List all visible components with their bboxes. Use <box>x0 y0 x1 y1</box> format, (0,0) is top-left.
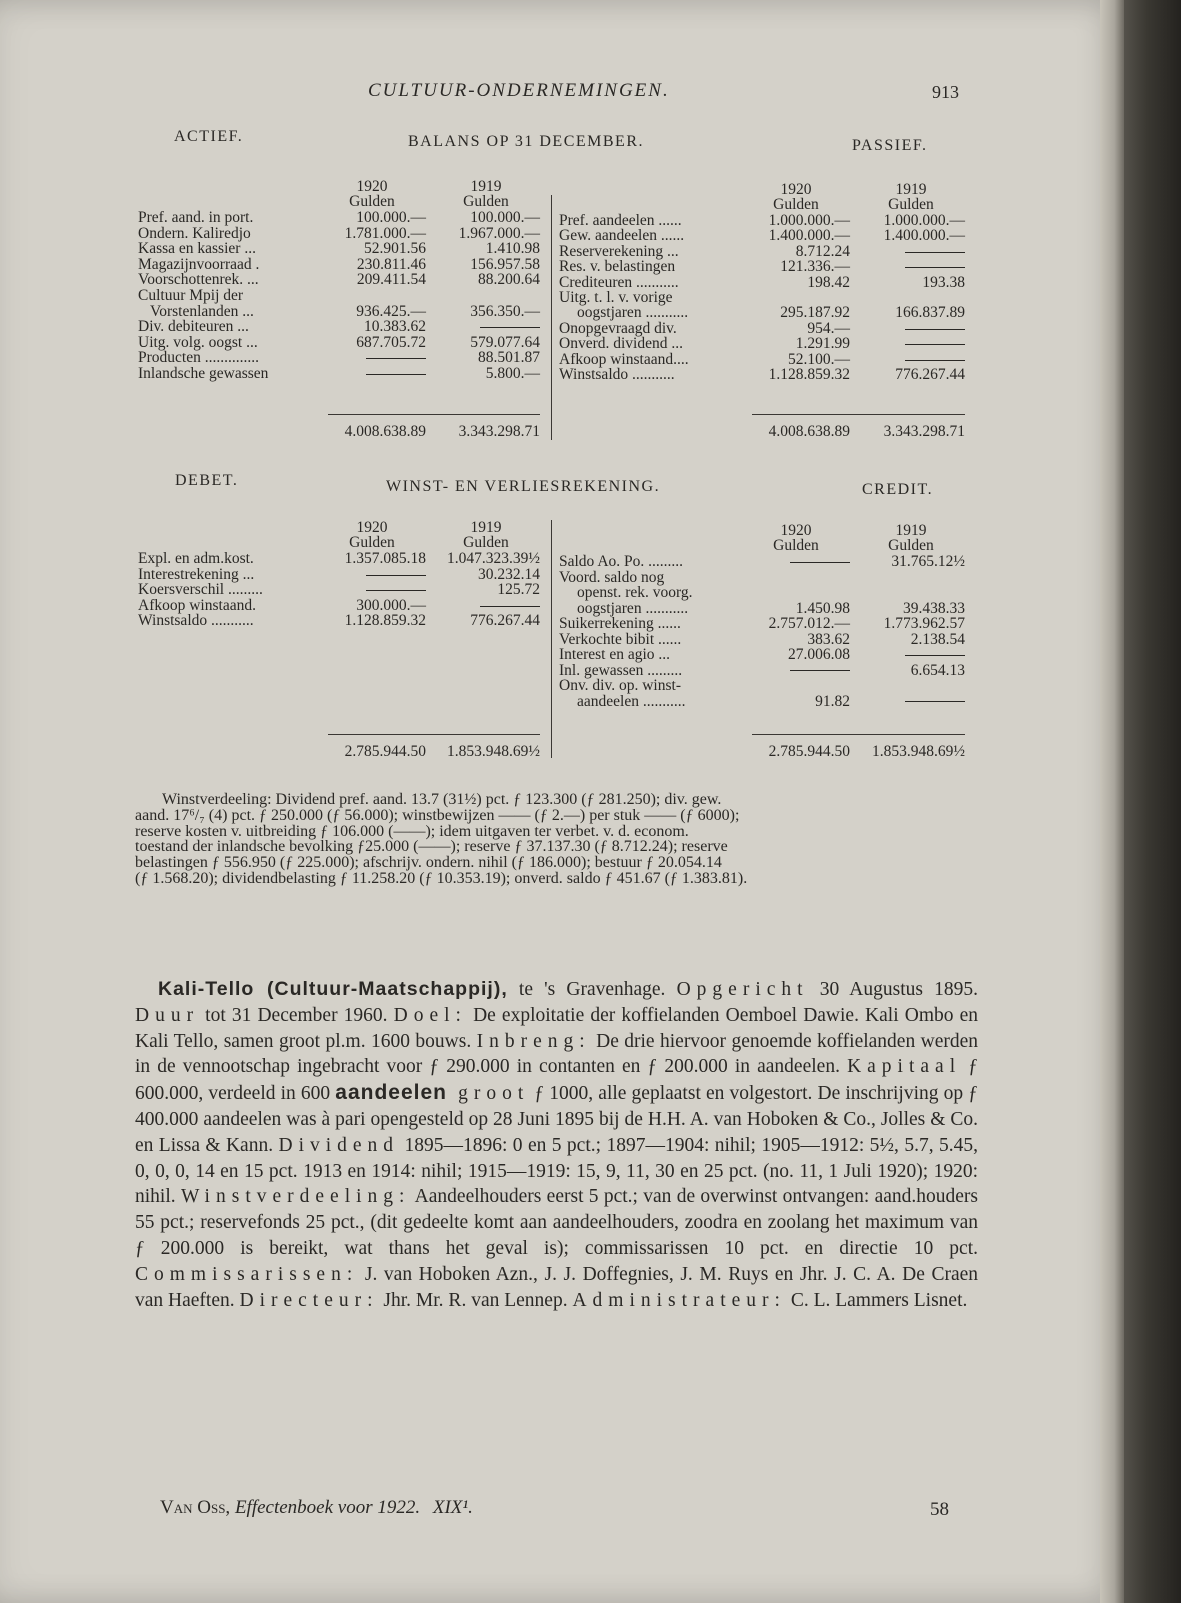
right-row-value-1920 <box>742 554 850 569</box>
kapitaal-text: ƒ 600.000, verdeeld in 600 <box>135 1056 978 1105</box>
right-row-value-1919: 166.837.89 <box>895 304 965 322</box>
right-row-value-1919 <box>857 694 965 709</box>
duur-text: tot 31 December 1960. <box>199 1004 394 1026</box>
pl-title: WINST- EN VERLIESREKENING. <box>386 478 661 495</box>
aandeelen-word: aandeelen <box>335 1081 447 1105</box>
right-row-label: Onv. div. op. winst- <box>559 677 681 694</box>
administrateur-label: Administrateur: <box>572 1289 786 1311</box>
left-total-1920: 2.785.944.50 <box>344 743 426 760</box>
winstverdeeling-line: (ƒ 1.568.20); dividendbelasting ƒ 11.258.20 (ƒ 10.353.19); onverd. saldo ƒ 451.67 (ƒ 1.383.81). <box>135 869 748 887</box>
right-row-label: Voord. saldo nog <box>559 568 665 586</box>
right-total-rule <box>752 414 965 415</box>
left-row-value-1920: 300.000.— <box>356 596 426 614</box>
right-row-label: Onopgevraagd div. <box>559 319 677 337</box>
left-row-value-1919: 579.077.64 <box>470 333 540 351</box>
right-row-label: Verkochte bibit ...... <box>559 630 682 648</box>
right-total-rule <box>752 734 965 735</box>
winstverdeeling-line: Winstverdeeling: Dividend pref. aand. 13.7 (31½) pct. ƒ 123.300 (ƒ 281.250); div. gew. <box>162 791 722 808</box>
right-row-value-1919: 193.38 <box>922 273 965 291</box>
groot-label: groot <box>447 1083 530 1105</box>
left-row-value-1920: 1.781.000.— <box>344 224 426 242</box>
left-row-value-1920: 52.901.56 <box>364 240 426 258</box>
balance-left-label: ACTIEF. <box>174 128 244 145</box>
left-row-value-1919: 88.200.64 <box>478 271 540 289</box>
pl-right-label: CREDIT. <box>862 481 934 498</box>
kapitaal-label: Kapitaal <box>847 1056 962 1078</box>
inbreng-text: De drie hiervoor genoemde koffielanden werden in de vennootschap ingebracht voor ƒ 290.000 in contanten en ƒ 200.000 in aandeelen. <box>135 1030 978 1078</box>
left-row-value-1920: 687.705.72 <box>356 333 426 351</box>
left-row-label: Expl. en adm.kost. <box>138 550 254 567</box>
left-row-value-1919: 88.501.87 <box>478 349 540 367</box>
left-row-label: Ondern. Kaliredjo <box>138 224 251 242</box>
left-row-value-1920: 1.357.085.18 <box>344 550 426 567</box>
left-row-label: Uitg. volg. oogst ... <box>138 333 258 351</box>
left-row-label: Koersverschil ......... <box>138 581 263 599</box>
right-row-value-1919 <box>857 336 965 351</box>
right-row-label: Uitg. t. l. v. vorige <box>559 289 673 306</box>
directeur-label: Directeur: <box>239 1289 379 1311</box>
nil-dash <box>790 670 850 671</box>
left-row-value-1919: 1.967.000.— <box>458 224 540 242</box>
commissarissen-text: J. van Hoboken Azn., J. J. Doffegnies, J. M. Ruys en Jhr. J. C. A. De Craen van Haeften. <box>135 1263 978 1311</box>
left-row-value-1919: 356.350.— <box>470 302 540 320</box>
right-row-value-1919: 1.400.000.— <box>883 227 965 245</box>
left-row-label: Kassa en kassier ... <box>138 240 256 258</box>
right-row-value-1920 <box>742 663 850 678</box>
left-unit-1920: Gulden <box>349 193 395 210</box>
right-row-value-1920: 121.336.— <box>780 258 850 276</box>
left-unit-1919: Gulden <box>463 534 509 551</box>
nil-dash <box>905 267 965 268</box>
right-row-value-1920: 954.— <box>807 319 850 337</box>
winstverdeeling-line: toestand der inlandsche bevolking ƒ25.000 (——); reserve ƒ 37.137.30 (ƒ 8.712.24); reserve <box>135 838 728 856</box>
dividend-text: 1895—1896: 0 en 5 pct.; 1897—1904: nihil; 1905—1912: 5½, 5.7, 5.45, 0, 0, 0, 14 en 15 pct. 1913 en 1914: nihil; 1915—1919: 15, 9, 11, 30 en 25 pct. (no. 11, 1 Juli 1920); 1920: nihil. <box>135 1134 978 1208</box>
left-row-value-1920: 100.000.— <box>356 209 426 226</box>
left-row-label: Winstsaldo ........... <box>138 612 254 630</box>
column-divider <box>551 520 552 758</box>
dividend-label: Dividend <box>278 1134 400 1156</box>
right-row-value-1919 <box>857 352 965 367</box>
right-row-value-1920: 198.42 <box>807 273 850 291</box>
doel-text: De exploitatie der koffielanden Oemboel Dawie. Kali Ombo en Kali Tello, samen groot pl.m. 1600 bouws. <box>135 1004 978 1052</box>
column-divider <box>551 195 552 440</box>
nil-dash <box>480 327 540 328</box>
left-row-label: Inlandsche gewassen <box>138 365 269 382</box>
page-edge <box>1100 0 1124 1603</box>
company-entry <box>135 977 978 1313</box>
winstverdeeling-line: aand. 17⁶/₇ (4) pct. ƒ 250.000 (ƒ 56.000); winstbewijzen —— (ƒ 2.—) per stuk —— (ƒ 6000); <box>135 806 740 824</box>
pl-left-label: DEBET. <box>175 472 239 489</box>
left-row-value-1919: 100.000.— <box>470 209 540 226</box>
inbreng-label: Inbreng: <box>476 1030 591 1052</box>
right-row-label: Saldo Ao. Po. ......... <box>559 553 684 570</box>
left-row-value-1919: 1.047.323.39½ <box>447 550 540 567</box>
right-row-value-1920: 1.128.859.32 <box>768 366 850 383</box>
left-row-value-1920: 230.811.46 <box>356 255 426 273</box>
right-unit-1920: Gulden <box>773 196 819 213</box>
right-year-1920: 1920 <box>780 522 812 539</box>
left-row-value-1920 <box>318 582 426 597</box>
right-unit-1919: Gulden <box>888 196 934 213</box>
left-total-1920: 4.008.638.89 <box>344 423 426 440</box>
right-row-label: Onverd. dividend ... <box>559 335 683 353</box>
left-row-value-1919: 30.232.14 <box>478 565 540 583</box>
opgericht-label: Opgericht <box>676 979 809 1000</box>
right-row-value-1920: 27.006.08 <box>788 646 850 663</box>
left-year-1919: 1919 <box>470 519 502 536</box>
right-row-value-1919: 776.267.44 <box>895 366 965 383</box>
opgericht-text: 30 Augustus 1895. <box>808 979 978 1000</box>
footer-publisher: Van Oss, <box>160 1497 231 1518</box>
right-row-value-1920: 1.291.99 <box>795 335 850 353</box>
left-total-rule <box>328 734 540 735</box>
right-row-label: aandeelen ........... <box>577 692 686 710</box>
commissarissen-label: Commissarissen: <box>135 1263 359 1285</box>
left-row-label: Div. debiteuren ... <box>138 318 249 336</box>
right-row-value-1919: 31.765.12½ <box>891 553 965 570</box>
left-unit-1919: Gulden <box>463 193 509 210</box>
left-row-label: Cultuur Mpij der <box>138 287 244 304</box>
left-row-value-1920 <box>318 350 426 365</box>
left-row-label: Voorschottenrek. ... <box>138 271 259 289</box>
company-name: Kali-Tello (Cultuur-Maatschappij), <box>158 978 508 1000</box>
winstverdeeling-line: belastingen ƒ 556.950 (ƒ 225.000); afschrijv. ondern. nihil (ƒ 186.000); bestuur ƒ 20.054.14 <box>135 854 722 872</box>
right-row-value-1920: 2.757.012.— <box>768 615 850 632</box>
right-row-value-1919: 1.000.000.— <box>883 212 965 229</box>
balance-title: BALANS OP 31 DECEMBER. <box>408 133 644 150</box>
page-footer <box>160 1497 473 1519</box>
right-row-label: openst. rek. voorg. <box>577 584 693 601</box>
nil-dash <box>905 252 965 253</box>
left-row-value-1919: 776.267.44 <box>470 612 540 630</box>
right-year-1919: 1919 <box>895 522 927 539</box>
book-binding <box>1124 0 1181 1603</box>
right-row-value-1919: 39.438.33 <box>903 599 965 617</box>
nil-dash <box>366 374 426 375</box>
left-row-label: Afkoop winstaand. <box>138 596 256 614</box>
right-row-label: oogstjaren ........... <box>577 599 689 617</box>
right-row-value-1920: 8.712.24 <box>795 242 850 260</box>
company-location: te 's Gravenhage. <box>507 979 677 1000</box>
nil-dash <box>366 358 426 359</box>
left-row-value-1919: 5.800.— <box>485 365 540 382</box>
left-row-value-1919 <box>432 598 540 613</box>
left-row-value-1920 <box>318 567 426 582</box>
left-row-value-1919 <box>432 319 540 334</box>
left-row-value-1919: 1.410.98 <box>485 240 540 258</box>
right-row-label: Res. v. belastingen <box>559 258 676 276</box>
kapitaal-text-b: ƒ 1000, alle geplaatst en volgestort. De inschrijving op ƒ 400.000 aandeelen was à pari opengesteld op 28 Juni 1895 bij de H.H. A. van Hoboken & Co., Jolles & Co. en Lissa & Kann. <box>135 1083 978 1156</box>
left-row-label: Magazijnvoorraad . <box>138 255 260 273</box>
right-row-label: Winstsaldo ........... <box>559 366 675 383</box>
left-row-label: Pref. aand. in port. <box>138 209 254 226</box>
right-row-label: Afkoop winstaand.... <box>559 350 689 368</box>
right-row-value-1920: 91.82 <box>815 692 850 710</box>
right-row-label: Gew. aandeelen ...... <box>559 227 685 245</box>
right-row-value-1919: 6.654.13 <box>910 661 965 679</box>
left-year-1920: 1920 <box>356 178 388 195</box>
nil-dash <box>366 575 426 576</box>
left-total-1919: 1.853.948.69½ <box>447 743 540 760</box>
left-total-1919: 3.343.298.71 <box>458 423 540 440</box>
right-row-value-1919 <box>857 647 965 662</box>
right-year-1919: 1919 <box>895 181 927 198</box>
left-row-value-1919: 125.72 <box>497 581 540 599</box>
right-total-1920: 2.785.944.50 <box>768 743 850 760</box>
administrateur-text: C. L. Lammers Lisnet. <box>785 1289 968 1311</box>
left-row-value-1920 <box>318 366 426 381</box>
left-year-1920: 1920 <box>356 519 388 536</box>
left-row-value-1920: 10.383.62 <box>364 318 426 336</box>
duur-label: Duur <box>135 1004 200 1026</box>
right-row-label: Interest en agio ... <box>559 646 671 663</box>
right-total-1919: 3.343.298.71 <box>883 423 965 440</box>
right-row-value-1919: 1.773.962.57 <box>883 615 965 632</box>
nil-dash <box>905 344 965 345</box>
right-row-label: Suikerrekening ...... <box>559 615 681 632</box>
winstverdeeling-line: reserve kosten v. uitbreiding ƒ 106.000 (——); idem uitgaven ter verbet. v. d. econom. <box>135 822 689 840</box>
right-row-value-1920: 52.100.— <box>788 350 850 368</box>
running-title: CULTUUR-ONDERNEMINGEN. <box>368 80 670 101</box>
left-row-value-1919: 156.957.58 <box>470 255 540 273</box>
nil-dash <box>366 590 426 591</box>
right-unit-1919: Gulden <box>888 537 934 554</box>
doel-label: Doel: <box>393 1004 467 1026</box>
right-total-1919: 1.853.948.69½ <box>872 743 965 760</box>
left-row-value-1920: 209.411.54 <box>356 271 426 289</box>
page-number: 913 <box>932 82 959 102</box>
right-row-label: Reserverekening ... <box>559 242 679 260</box>
left-unit-1920: Gulden <box>349 534 395 551</box>
nil-dash <box>905 655 965 656</box>
right-row-value-1919 <box>857 259 965 274</box>
left-row-label: Interestrekening ... <box>138 565 255 583</box>
right-row-label: Crediteuren ........... <box>559 273 679 291</box>
right-row-value-1919 <box>857 321 965 336</box>
right-row-value-1920: 383.62 <box>807 630 850 648</box>
winstverdeeling-text: Aandeelhouders eerst 5 pct.; van de overwinst ontvangen: aand.houders 55 pct.; reservefonds 25 pct., (dit gedeelte komt aan aandeelhouders, zoodra en zoolang het maximum van ƒ 200.000 is bereikt, wat thans het geval is); commissarissen 10 pct. en directie 10 pct. <box>135 1186 978 1259</box>
left-row-value-1920: 1.128.859.32 <box>344 612 426 630</box>
winstverdeeling-label: Winstverdeeling: <box>180 1186 411 1208</box>
right-row-label: Inl. gewassen ......... <box>559 661 683 679</box>
winstverdeeling-paragraph <box>135 792 978 887</box>
left-year-1919: 1919 <box>470 178 502 195</box>
right-row-value-1920: 295.187.92 <box>780 304 850 322</box>
nil-dash <box>905 701 965 702</box>
left-row-label: Producten .............. <box>138 349 259 367</box>
footer-volume: XIX¹. <box>432 1497 473 1518</box>
right-row-value-1919: 2.138.54 <box>910 630 965 648</box>
left-row-value-1920: 936.425.— <box>356 302 426 320</box>
right-unit-1920: Gulden <box>773 537 819 554</box>
right-row-label: Pref. aandeelen ...... <box>559 212 682 229</box>
directeur-text: Jhr. Mr. R. van Lennep. <box>378 1289 573 1311</box>
balance-right-label: PASSIEF. <box>852 137 928 154</box>
right-total-1920: 4.008.638.89 <box>768 423 850 440</box>
right-row-label: oogstjaren ........... <box>577 304 689 322</box>
left-row-label: Vorstenlanden ... <box>150 302 254 320</box>
right-row-value-1919 <box>857 244 965 259</box>
nil-dash <box>905 329 965 330</box>
right-row-value-1920: 1.450.98 <box>795 599 850 617</box>
footer-book: Effectenboek voor 1922. <box>234 1497 421 1518</box>
nil-dash <box>905 360 965 361</box>
right-row-value-1920: 1.000.000.— <box>768 212 850 229</box>
nil-dash <box>480 606 540 607</box>
right-year-1920: 1920 <box>780 181 812 198</box>
left-total-rule <box>328 414 540 415</box>
right-row-value-1920: 1.400.000.— <box>768 227 850 245</box>
footer-sheet-number: 58 <box>930 1499 949 1520</box>
nil-dash <box>790 562 850 563</box>
